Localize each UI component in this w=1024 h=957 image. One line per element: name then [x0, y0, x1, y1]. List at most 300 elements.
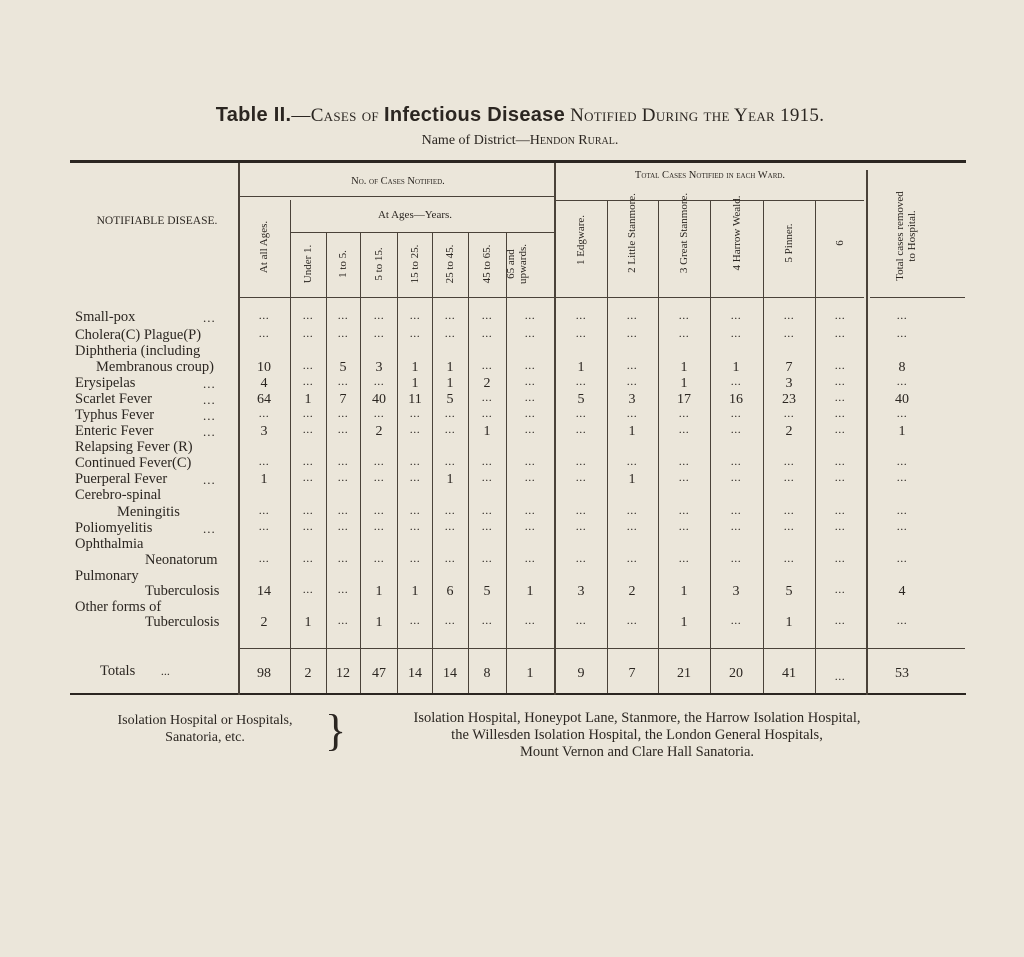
table-cell: ...: [302, 454, 314, 468]
table-cell: ...: [524, 390, 536, 404]
table-cell: ...: [524, 326, 536, 340]
table-cell: 3: [260, 424, 268, 439]
footer-line: the Willesden Isolation Hospital, the London General Hospitals,: [451, 727, 823, 743]
table-cell: ...: [524, 551, 536, 565]
totals-cell: 12: [336, 666, 350, 681]
table-cell: ...: [302, 551, 314, 565]
table-cell: ...: [444, 503, 456, 517]
table-cell: ...: [730, 374, 742, 388]
table-cell: ...: [373, 551, 385, 565]
totals-cell: 98: [257, 666, 271, 681]
header-at-ages: At Ages—Years.: [377, 209, 453, 221]
totals-dots: ...: [160, 664, 170, 678]
table-cell: 23: [782, 392, 796, 407]
header-age-group: 65 and upwards.: [505, 243, 529, 285]
table-cell: ...: [302, 582, 314, 596]
table-top-rule: [70, 160, 966, 163]
table-cell: ...: [834, 470, 846, 484]
disease-name: Cerebro-spinal: [75, 487, 162, 503]
table-cell: ...: [834, 551, 846, 565]
disease-name: Cholera(C) Plague(P): [75, 327, 202, 343]
table-cell: ...: [834, 358, 846, 372]
leader-dots: ...: [203, 408, 216, 423]
table-cell: 1: [304, 615, 312, 630]
table-cell: ...: [730, 551, 742, 565]
table-cell: ...: [783, 503, 795, 517]
header-ward: 3 Great Stanmore.: [678, 192, 690, 274]
header-all-ages: At all Ages.: [258, 220, 270, 274]
table-cell: 1: [411, 584, 419, 599]
totals-cell: 9: [577, 666, 585, 681]
table-cell: ...: [896, 374, 908, 388]
disease-label: [75, 408, 154, 423]
table-cell: ...: [409, 519, 421, 533]
table-cell: 1: [785, 615, 793, 630]
disease-label: [75, 569, 139, 584]
table-cell: ...: [373, 454, 385, 468]
col-line-removed: [866, 170, 868, 695]
header-bottom-line-removed: [870, 297, 965, 298]
table-cell: ...: [626, 519, 638, 533]
table-cell: 1: [680, 615, 688, 630]
totals-row: [100, 663, 170, 680]
disease-label: [75, 310, 135, 325]
table-cell: ...: [302, 308, 314, 322]
table-cell: 10: [257, 360, 271, 375]
totals-cell: 14: [443, 666, 457, 681]
totals-cell: 47: [372, 666, 386, 681]
table-cell: ...: [481, 454, 493, 468]
table-cell: ...: [481, 551, 493, 565]
table-cell: 1: [304, 392, 312, 407]
table-cell: ...: [524, 406, 536, 420]
disease-label: [75, 488, 161, 503]
totals-top-line: [240, 648, 965, 649]
footer-left: Isolation Hospital or Hospitals, Sanatoria, etc.: [117, 713, 293, 745]
table-cell: 1: [732, 360, 740, 375]
table-cell: ...: [409, 422, 421, 436]
table-cell: 7: [785, 360, 793, 375]
table-cell: 1: [628, 424, 636, 439]
table-cell: ...: [409, 454, 421, 468]
disease-name: Tuberculosis: [145, 583, 220, 599]
totals-cell: 41: [782, 666, 796, 681]
disease-name: Scarlet Fever: [75, 391, 152, 407]
header-age-group: 45 to 65.: [481, 244, 493, 284]
disease-label: [145, 584, 219, 599]
table-cell: ...: [409, 326, 421, 340]
table-cell: ...: [337, 613, 349, 627]
header-ward: 6: [834, 240, 846, 246]
table-cell: 2: [375, 424, 383, 439]
header-ward: 5 Pinner.: [783, 223, 795, 263]
table-cell: ...: [575, 374, 587, 388]
table-cell: ...: [524, 358, 536, 372]
table-cell: ...: [834, 406, 846, 420]
table-cell: 4: [898, 584, 906, 599]
col-line: [607, 200, 608, 693]
table-cell: ...: [834, 374, 846, 388]
disease-label: [145, 553, 217, 568]
table-cell: 1: [446, 360, 454, 375]
table-cell: ...: [258, 551, 270, 565]
header-age-group: Under 1.: [302, 244, 314, 284]
table-cell: ...: [444, 519, 456, 533]
table-cell: 1: [577, 360, 585, 375]
table-cell: ...: [444, 422, 456, 436]
table-cell: ...: [678, 326, 690, 340]
table-cell: 1: [898, 424, 906, 439]
table-cell: ...: [302, 503, 314, 517]
table-cell: ...: [730, 503, 742, 517]
disease-label: [145, 615, 219, 630]
table-cell: ...: [258, 454, 270, 468]
table-cell: 5: [446, 392, 454, 407]
table-cell: ...: [524, 519, 536, 533]
table-cell: ...: [896, 454, 908, 468]
table-cell: ...: [896, 613, 908, 627]
header-age-group: 25 to 45.: [444, 244, 456, 284]
disease-label: [96, 360, 214, 375]
table-cell: ...: [302, 326, 314, 340]
table-cell: ...: [302, 519, 314, 533]
table-cell: ...: [373, 503, 385, 517]
table-cell: 2: [628, 584, 636, 599]
table-cell: ...: [258, 503, 270, 517]
brace-symbol: }: [325, 706, 347, 755]
title-cases-of: Cases of: [310, 105, 379, 126]
table-cell: 3: [577, 584, 585, 599]
table-title: [70, 104, 970, 127]
disease-name: Continued Fever(C): [75, 455, 192, 471]
table-cell: ...: [678, 470, 690, 484]
disease-label: [75, 440, 193, 455]
table-cell: 3: [785, 376, 793, 391]
disease-label: [75, 424, 154, 439]
table-cell: ...: [783, 406, 795, 420]
disease-name: Diphtheria (including: [75, 343, 201, 359]
table-cell: ...: [626, 503, 638, 517]
table-cell: 3: [628, 392, 636, 407]
table-cell: 3: [732, 584, 740, 599]
header-ward: 1 Edgware.: [575, 214, 587, 266]
table-cell: ...: [258, 519, 270, 533]
table-cell: ...: [481, 519, 493, 533]
disease-label: [75, 472, 167, 487]
table-cell: ...: [337, 308, 349, 322]
table-cell: ...: [373, 326, 385, 340]
table-cell: ...: [626, 551, 638, 565]
table-cell: 7: [339, 392, 347, 407]
disease-name: Poliomyelitis: [75, 520, 153, 536]
totals-cell: 14: [408, 666, 422, 681]
table-cell: ...: [626, 326, 638, 340]
table-cell: ...: [302, 358, 314, 372]
table-cell: 1: [483, 424, 491, 439]
table-cell: ...: [575, 519, 587, 533]
table-cell: ...: [337, 503, 349, 517]
table-cell: 1: [375, 584, 383, 599]
disease-label: [75, 600, 161, 615]
table-cell: ...: [834, 326, 846, 340]
disease-name: Meningitis: [117, 504, 180, 520]
table-cell: 1: [680, 360, 688, 375]
table-cell: ...: [302, 374, 314, 388]
table-cell: ...: [409, 470, 421, 484]
table-cell: 1: [446, 376, 454, 391]
leader-dots: ...: [203, 376, 216, 391]
table-cell: ...: [409, 406, 421, 420]
table-cell: ...: [730, 470, 742, 484]
disease-name: Enteric Fever: [75, 423, 154, 439]
table-cell: ...: [337, 454, 349, 468]
leader-dots: ...: [203, 521, 216, 536]
table-cell: ...: [783, 454, 795, 468]
table-cell: ...: [481, 503, 493, 517]
table-cell: 1: [628, 472, 636, 487]
disease-name: Other forms of: [75, 599, 162, 615]
table-cell: ...: [896, 519, 908, 533]
table-cell: ...: [575, 454, 587, 468]
table-cell: ...: [524, 374, 536, 388]
totals-cell: 20: [729, 666, 743, 681]
table-cell: ...: [678, 503, 690, 517]
table-cell: ...: [524, 454, 536, 468]
title-dash: —: [291, 105, 311, 126]
table-cell: ...: [896, 551, 908, 565]
disease-name: Ophthalmia: [75, 536, 144, 552]
col-line-ward: [554, 163, 556, 695]
table-cell: ...: [481, 406, 493, 420]
table-cell: ...: [258, 326, 270, 340]
table-cell: ...: [337, 422, 349, 436]
table-cell: 5: [577, 392, 585, 407]
table-cell: ...: [373, 374, 385, 388]
table-cell: ...: [834, 582, 846, 596]
table-cell: ...: [626, 374, 638, 388]
table-cell: 2: [785, 424, 793, 439]
table-cell: 2: [483, 376, 491, 391]
table-cell: ...: [896, 470, 908, 484]
disease-label: [75, 376, 135, 391]
table-cell: 5: [785, 584, 793, 599]
table-cell: ...: [575, 406, 587, 420]
table-cell: ...: [258, 308, 270, 322]
table-cell: ...: [409, 308, 421, 322]
table-cell: ...: [444, 613, 456, 627]
title-rest: Notified During the Year 1915.: [570, 105, 825, 126]
table-cell: ...: [678, 422, 690, 436]
table-cell: ...: [337, 406, 349, 420]
table-cell: ...: [524, 422, 536, 436]
table-cell: 1: [680, 584, 688, 599]
table-cell: ...: [575, 551, 587, 565]
header-total-ward: Total Cases Notified in each Ward.: [634, 170, 786, 181]
table-cell: ...: [524, 470, 536, 484]
table-cell: ...: [337, 519, 349, 533]
table-cell: ...: [337, 326, 349, 340]
table-cell: ...: [678, 519, 690, 533]
table-cell: ...: [730, 422, 742, 436]
table-cell: ...: [626, 613, 638, 627]
col-line: [710, 200, 711, 693]
table-cell: ...: [444, 326, 456, 340]
table-cell: ...: [444, 308, 456, 322]
table-cell: 17: [677, 392, 691, 407]
table-cell: ...: [409, 613, 421, 627]
header-no-cases: No. of Cases Notified.: [351, 176, 445, 187]
disease-name: Pulmonary: [75, 568, 139, 584]
footer-line: Isolation Hospital, Honeypot Lane, Stanmore, the Harrow Isolation Hospital,: [413, 710, 861, 726]
header-age-group: 5 to 15.: [373, 247, 385, 281]
table-cell: ...: [834, 519, 846, 533]
disease-name: Puerperal Fever: [75, 471, 168, 487]
table-cell: 1: [526, 584, 534, 599]
totals-cell: 53: [895, 666, 909, 681]
table-cell: 1: [680, 376, 688, 391]
disease-label: [117, 505, 180, 520]
table-cell: ...: [481, 613, 493, 627]
table-cell: ...: [730, 406, 742, 420]
col-line: [815, 200, 816, 693]
table-cell: ...: [730, 613, 742, 627]
table-cell: ...: [678, 551, 690, 565]
table-cell: ...: [524, 613, 536, 627]
col-line: [658, 200, 659, 693]
disease-name: Relapsing Fever (R): [75, 439, 193, 455]
table-cell: ...: [896, 406, 908, 420]
disease-label: [75, 521, 152, 536]
table-cell: ...: [834, 390, 846, 404]
leader-dots: ...: [203, 392, 216, 407]
table-cell: 5: [483, 584, 491, 599]
table-cell: 1: [411, 360, 419, 375]
table-cell: ...: [524, 503, 536, 517]
table-cell: ...: [730, 326, 742, 340]
table-cell: ...: [575, 326, 587, 340]
table-cell: ...: [258, 406, 270, 420]
table-cell: ...: [575, 422, 587, 436]
disease-name: Typhus Fever: [75, 407, 155, 423]
table-cell: 3: [375, 360, 383, 375]
disease-label: [75, 537, 143, 552]
table-cell: ...: [337, 374, 349, 388]
table-cell: 16: [729, 392, 743, 407]
table-cell: ...: [337, 551, 349, 565]
table-cell: ...: [783, 326, 795, 340]
table-cell: ...: [444, 454, 456, 468]
table-cell: ...: [481, 358, 493, 372]
disease-name: Neonatorum: [145, 552, 218, 568]
disease-name: Small-pox: [75, 309, 136, 325]
table-cell: 4: [260, 376, 268, 391]
table-cell: ...: [783, 519, 795, 533]
table-cell: ...: [896, 326, 908, 340]
table-cell: 14: [257, 584, 271, 599]
table-cell: ...: [337, 470, 349, 484]
table-cell: ...: [337, 582, 349, 596]
table-cell: ...: [626, 454, 638, 468]
disease-name: Tuberculosis: [145, 614, 220, 630]
table-cell: 40: [372, 392, 386, 407]
table-cell: ...: [524, 308, 536, 322]
footer-line: Mount Vernon and Clare Hall Sanatoria.: [519, 744, 755, 760]
table-cell: ...: [444, 551, 456, 565]
table-cell: ...: [409, 503, 421, 517]
disease-label: [75, 456, 191, 471]
table-cell: ...: [783, 308, 795, 322]
disease-label: [75, 392, 152, 407]
header-disease: NOTIFIABLE DISEASE.: [96, 215, 218, 227]
header-ward: 2 Little Stanmore.: [626, 193, 638, 273]
col-line: [506, 232, 507, 693]
table-cell: ...: [678, 454, 690, 468]
table-cell: ...: [481, 390, 493, 404]
header-group-line: [240, 196, 554, 197]
table-cell: 8: [898, 360, 906, 375]
header-bottom-line: [240, 297, 864, 298]
table-cell: ...: [481, 326, 493, 340]
disease-label: [75, 344, 200, 359]
table-cell: ...: [678, 406, 690, 420]
table-cell: ...: [626, 406, 638, 420]
table-cell: 1: [260, 472, 268, 487]
table-cell: ...: [678, 308, 690, 322]
table-cell: ...: [373, 470, 385, 484]
table-cell: 6: [446, 584, 454, 599]
disease-name: Erysipelas: [75, 375, 136, 391]
table-cell: ...: [444, 406, 456, 420]
table-cell: ...: [409, 551, 421, 565]
totals-cell: 2: [304, 666, 312, 681]
table-cell: 2: [260, 615, 268, 630]
table-cell: ...: [834, 503, 846, 517]
header-age-group: 1 to 5.: [337, 250, 349, 278]
table-cell: ...: [302, 470, 314, 484]
table-cell: ...: [302, 422, 314, 436]
table-cell: ...: [783, 470, 795, 484]
totals-cell: 7: [628, 666, 636, 681]
table-bottom-rule: [70, 693, 966, 695]
table-cell: 1: [411, 376, 419, 391]
header-ward: 4 Harrow Weald.: [731, 195, 743, 271]
col-line: [763, 200, 764, 693]
header-removed: Total cases removed to Hospital.: [894, 191, 918, 281]
table-cell: ...: [481, 308, 493, 322]
table-cell: ...: [834, 454, 846, 468]
table-cell: ...: [783, 551, 795, 565]
table-cell: ...: [575, 470, 587, 484]
table-cell: ...: [730, 454, 742, 468]
header-age-group: 15 to 25.: [409, 244, 421, 284]
table-cell: ...: [373, 406, 385, 420]
totals-cell: 1: [526, 666, 534, 681]
table-cell: ...: [730, 308, 742, 322]
table-cell: ...: [626, 308, 638, 322]
table-cell: ...: [626, 358, 638, 372]
table-cell: ...: [834, 308, 846, 322]
totals-cell: ...: [834, 669, 846, 683]
table-cell: ...: [896, 503, 908, 517]
leader-dots: ...: [203, 424, 216, 439]
footer-right: [342, 710, 932, 761]
table-cell: ...: [834, 422, 846, 436]
disease-label: [75, 328, 201, 343]
table-cell: 64: [257, 392, 271, 407]
table-cell: 40: [895, 392, 909, 407]
table-cell: ...: [834, 613, 846, 627]
totals-label: Totals: [100, 663, 136, 679]
